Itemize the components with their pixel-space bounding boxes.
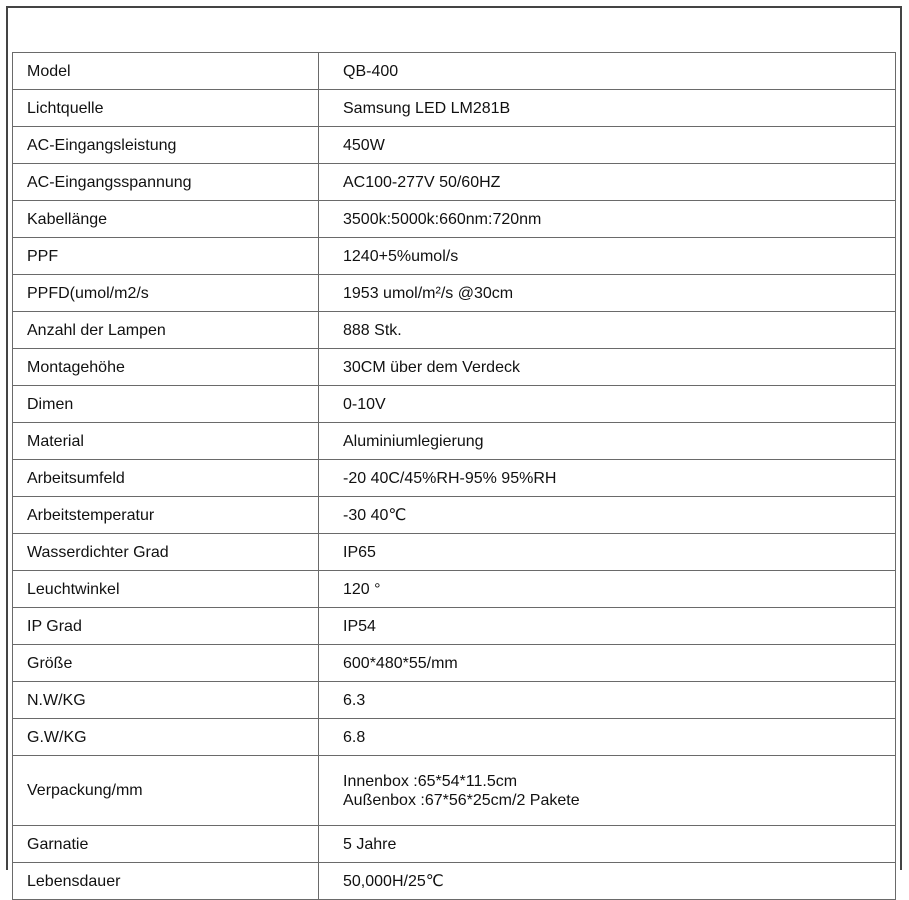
- row-value-ppf: 1240+5%umol/s: [319, 238, 896, 275]
- table-row: [13, 349, 896, 386]
- row-value-gw-kg: 6.8: [319, 719, 896, 756]
- table-row: [13, 826, 896, 863]
- row-value-lichtquelle: Samsung LED LM281B: [319, 90, 896, 127]
- table-row: [13, 571, 896, 608]
- row-value-ac-eingangsspannung: AC100-277V 50/60HZ: [319, 164, 896, 201]
- row-label-dimen: Dimen: [13, 386, 319, 423]
- table-row: [13, 90, 896, 127]
- row-label-ppf: PPF: [13, 238, 319, 275]
- row-value-arbeitstemperatur: -30 40℃: [319, 497, 896, 534]
- row-value-ppfd: 1953 umol/m²/s @30cm: [319, 275, 896, 312]
- row-value-arbeitsumfeld: -20 40C/45%RH-95% 95%RH: [319, 460, 896, 497]
- row-label-material: Material: [13, 423, 319, 460]
- row-value-dimen: 0-10V: [319, 386, 896, 423]
- table-row: [13, 460, 896, 497]
- verpackung-innenbox: Innenbox :65*54*11.5cm: [343, 772, 518, 790]
- table-row: [13, 608, 896, 645]
- table-row: [13, 863, 896, 900]
- row-value-kabellaenge: 3500k:5000k:660nm:720nm: [319, 201, 896, 238]
- table-row: [13, 645, 896, 682]
- row-value-material: Aluminiumlegierung: [319, 423, 896, 460]
- row-label-garnatie: Garnatie: [13, 826, 319, 863]
- table-row: [13, 53, 896, 90]
- row-label-ac-eingangsspannung: AC-Eingangsspannung: [13, 164, 319, 201]
- row-label-nw-kg: N.W/KG: [13, 682, 319, 719]
- row-label-arbeitsumfeld: Arbeitsumfeld: [13, 460, 319, 497]
- row-value-wasserdichter-grad: IP65: [319, 534, 896, 571]
- row-label-lichtquelle: Lichtquelle: [13, 90, 319, 127]
- table-row: [13, 164, 896, 201]
- row-value-ip-grad: IP54: [319, 608, 896, 645]
- row-value-ac-eingangsleistung: 450W: [319, 127, 896, 164]
- row-label-wasserdichter-grad: Wasserdichter Grad: [13, 534, 319, 571]
- table-row: [13, 127, 896, 164]
- row-label-ip-grad: IP Grad: [13, 608, 319, 645]
- row-value-garnatie: 5 Jahre: [319, 826, 896, 863]
- table-row: [13, 756, 896, 826]
- table-row: [13, 534, 896, 571]
- table-row: [13, 275, 896, 312]
- row-label-gw-kg: G.W/KG: [13, 719, 319, 756]
- row-value-verpackung: [319, 756, 896, 826]
- table-row: [13, 497, 896, 534]
- table-row: [13, 312, 896, 349]
- row-value-anzahl-der-lampen: 888 Stk.: [319, 312, 896, 349]
- verpackung-aussenbox: Außenbox :67*56*25cm/2 Pakete: [343, 791, 580, 809]
- row-value-leuchtwinkel: 120 °: [319, 571, 896, 608]
- table-row: [13, 386, 896, 423]
- row-label-anzahl-der-lampen: Anzahl der Lampen: [13, 312, 319, 349]
- row-label-groesse: Größe: [13, 645, 319, 682]
- row-value-lebensdauer: 50,000H/25℃: [319, 863, 896, 900]
- row-label-montagehoehe: Montagehöhe: [13, 349, 319, 386]
- table-row: [13, 719, 896, 756]
- row-label-ppfd: PPFD(umol/m2/s: [13, 275, 319, 312]
- spec-table: [12, 52, 896, 900]
- row-value-model: QB-400: [319, 53, 896, 90]
- table-row: [13, 201, 896, 238]
- row-label-lebensdauer: Lebensdauer: [13, 863, 319, 900]
- row-label-verpackung: Verpackung/mm: [13, 756, 319, 826]
- header-band: [8, 8, 900, 46]
- table-row: [13, 238, 896, 275]
- row-label-model: Model: [13, 53, 319, 90]
- table-row: [13, 682, 896, 719]
- row-label-leuchtwinkel: Leuchtwinkel: [13, 571, 319, 608]
- table-row: [13, 423, 896, 460]
- row-value-groesse: 600*480*55/mm: [319, 645, 896, 682]
- row-value-montagehoehe: 30CM über dem Verdeck: [319, 349, 896, 386]
- row-label-kabellaenge: Kabellänge: [13, 201, 319, 238]
- row-value-nw-kg: 6.3: [319, 682, 896, 719]
- row-label-ac-eingangsleistung: AC-Eingangsleistung: [13, 127, 319, 164]
- row-label-arbeitstemperatur: Arbeitstemperatur: [13, 497, 319, 534]
